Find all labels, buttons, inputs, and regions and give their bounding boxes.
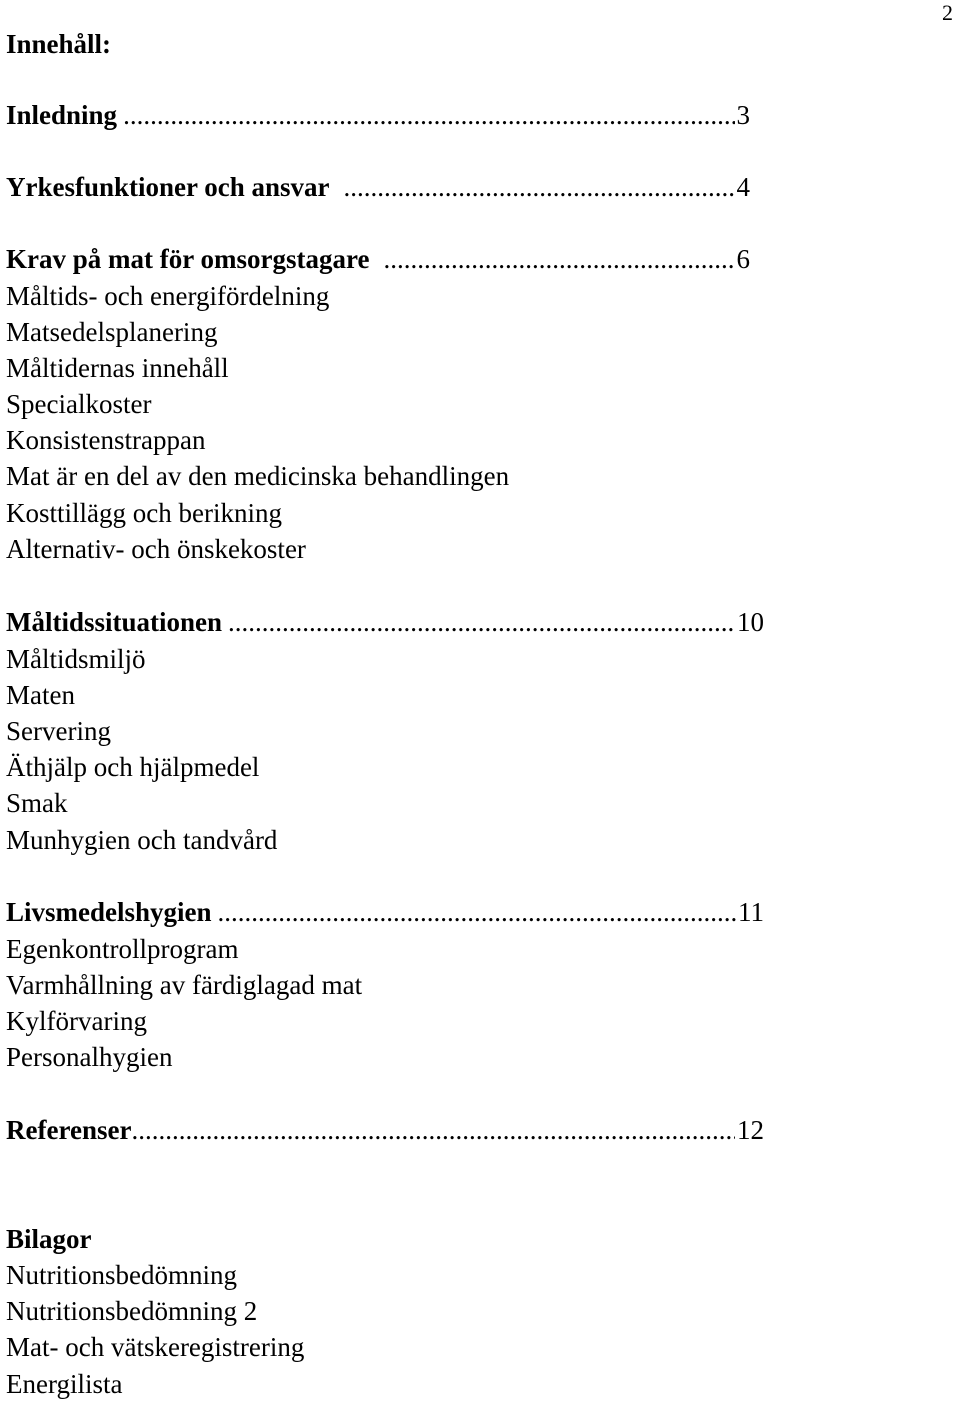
- toc-entry-page: 6: [736, 244, 750, 274]
- toc-entry-title: Referenser: [6, 1115, 132, 1145]
- toc-entry-livsmedelshygien[interactable]: [6, 899, 764, 926]
- toc-subitem: Specialkoster: [6, 389, 152, 419]
- toc-subitem: Varmhållning av färdiglagad mat: [6, 970, 363, 1000]
- toc-entry-page: 12: [737, 1115, 764, 1145]
- dot-leader: [123, 102, 734, 129]
- toc-entry-page: 4: [736, 172, 750, 202]
- toc-subitem: Munhygien och tandvård: [6, 825, 278, 855]
- toc-subitem: Mat är en del av den medicinska behandlingen: [6, 461, 510, 491]
- toc-entry-title: Yrkesfunktioner och ansvar: [6, 172, 330, 202]
- dot-leader: [131, 1117, 735, 1144]
- toc-subitem: Måltidernas innehåll: [6, 353, 229, 383]
- toc-subitem: Matsedelsplanering: [6, 317, 218, 347]
- toc-subitem: Personalhygien: [6, 1042, 173, 1072]
- toc-entry-title: Krav på mat för omsorgstagare: [6, 244, 370, 274]
- toc-subitem: Egenkontrollprogram: [6, 934, 239, 964]
- toc-entry-title: Inledning: [6, 100, 118, 130]
- attachment-item: Nutritionsbedömning 2: [6, 1296, 258, 1326]
- dot-leader: [228, 609, 735, 636]
- toc-subitem: Måltids- och energifördelning: [6, 281, 330, 311]
- attachment-item: Energilista: [6, 1369, 123, 1399]
- page-number: 2: [942, 0, 953, 25]
- toc-subitem: Alternativ- och önskekoster: [6, 534, 306, 564]
- toc-subitem: Konsistenstrappan: [6, 425, 206, 455]
- dot-leader: [383, 246, 734, 273]
- toc-entry-yrkesfunktioner[interactable]: [6, 174, 750, 201]
- attachment-item: Nutritionsbedömning: [6, 1260, 237, 1290]
- toc-entry-page: 3: [736, 100, 750, 130]
- toc-entry-krav[interactable]: [6, 246, 750, 273]
- toc-entry-page: 11: [738, 897, 764, 927]
- toc-entry-title: Livsmedelshygien: [6, 897, 212, 927]
- toc-entry-title: Måltidssituationen: [6, 607, 223, 637]
- toc-heading: Innehåll:: [6, 29, 112, 59]
- dot-leader: [344, 174, 735, 201]
- toc-subitem: Kylförvaring: [6, 1006, 147, 1036]
- toc-subitem: Kosttillägg och berikning: [6, 498, 282, 528]
- toc-entry-referenser[interactable]: [6, 1117, 764, 1144]
- toc-subitem: Äthjälp och hjälpmedel: [6, 752, 260, 782]
- toc-entry-page: 10: [737, 607, 764, 637]
- toc-subitem: Måltidsmiljö: [6, 644, 146, 674]
- dot-leader: [218, 899, 736, 926]
- toc-entry-inledning[interactable]: [6, 102, 750, 129]
- toc-subitem: Smak: [6, 788, 68, 818]
- toc-entry-maltidssituationen[interactable]: [6, 609, 764, 636]
- attachments-heading: Bilagor: [6, 1224, 92, 1254]
- attachment-item: Mat- och vätskeregistrering: [6, 1332, 305, 1362]
- toc-subitem: Servering: [6, 716, 111, 746]
- toc-subitem: Maten: [6, 680, 75, 710]
